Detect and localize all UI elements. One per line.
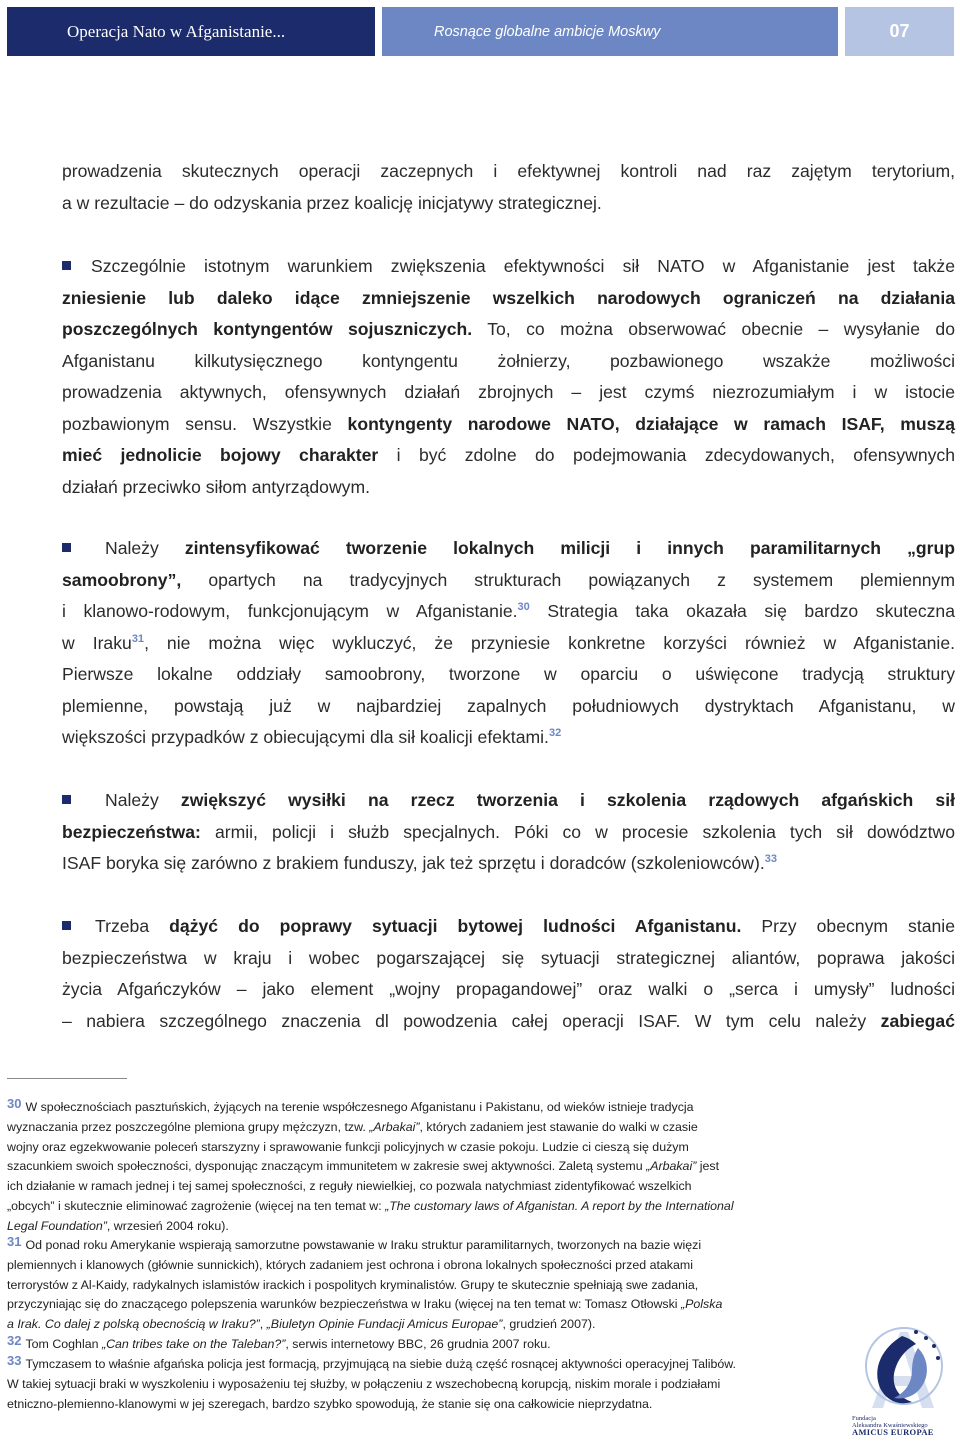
text-run: , wrzesień 2004 roku). — [106, 1218, 229, 1233]
text-run: Tom Coghlan — [25, 1337, 99, 1351]
text-line — [62, 251, 955, 283]
paragraph-nato-restrictions — [62, 251, 955, 503]
italic-run: Legal Foundation” — [7, 1218, 107, 1233]
footnote-number: 32 — [7, 1333, 22, 1348]
footnote-divider — [7, 1078, 127, 1079]
text-line — [62, 440, 955, 472]
header-section-title — [7, 7, 375, 56]
text-line — [62, 785, 955, 817]
italic-run: „Can tribes take on the Taleban?” — [101, 1337, 286, 1351]
text-line: a w rezultacie – do odzyskania przez koalicję inicjatywy strategicznej. — [62, 192, 602, 213]
text-line: działań przeciwko siłom antyrządowym. — [62, 476, 371, 497]
footnote-line: etniczno-plemienno-klanowymi w jej szeregach, bardzo szybko spowodują, że stanie się ona całkowicie nieprzydatna. — [7, 1396, 653, 1411]
header-middle-text: Rosnące globalne ambicje Moskwy — [434, 23, 661, 40]
text-run: , grudzień 2007). — [502, 1317, 596, 1332]
footnote-line — [7, 1157, 840, 1177]
footnote-ref: 33 — [764, 853, 777, 865]
italic-run: „Biuletyn Opinie Fundacji Amicus Europae” — [266, 1317, 503, 1332]
text-line — [62, 1006, 955, 1038]
logo-line: Aleksandra Kwaśniewskiego — [852, 1422, 928, 1429]
text-line — [62, 596, 955, 628]
italic-run: „The customary laws of Afganistan. A report by the International — [385, 1198, 734, 1213]
text-run: jest — [699, 1159, 720, 1174]
bold-run: zabiegać — [880, 1010, 955, 1031]
text-run: „obcych” i skutecznie eliminować zagrożenie (więcej na ten temat w: — [7, 1198, 382, 1213]
text-line — [62, 848, 955, 880]
text-line — [62, 911, 955, 943]
bold-run: mieć jednolicie bojowy charakter — [62, 445, 379, 465]
footnote-33 — [7, 1351, 840, 1414]
footnote-number: 33 — [7, 1353, 22, 1368]
footnote-ref: 32 — [548, 727, 562, 739]
italic-run: „Polska — [681, 1297, 723, 1312]
text-run: Trzeba — [95, 916, 150, 936]
text-run: Szczególnie istotnym warunkiem zwiększenia efektywności sił NATO w Afganistanie jest także — [91, 256, 955, 276]
paragraph-intro — [62, 156, 955, 219]
text-run: ISAF boryka się zarówno z brakiem funduszy, jak też sprzętu i doradców (szkoleniowców). — [62, 853, 765, 873]
footnote-line — [7, 1295, 840, 1315]
text-run: w Iraku — [62, 632, 132, 653]
footnote-line — [7, 1118, 840, 1138]
text-run: – nabiera szczególnego znaczenia dl powodzenia całej operacji ISAF. W tym celu należy — [62, 1010, 867, 1031]
footnote-number: 31 — [7, 1234, 22, 1249]
paragraph-security-forces — [62, 785, 955, 880]
footnote-line — [7, 1351, 840, 1375]
text-run: Tymczasem to właśnie afgańska policja jest formacją, przyjmującą na siebie dużą część rosnącej aktywności operacyjnej Talibów. — [25, 1357, 736, 1371]
footnote-31 — [7, 1232, 840, 1335]
bold-run: dążyć do poprawy sytuacji bytowej ludności Afganistanu. — [169, 916, 742, 936]
footnote-30 — [7, 1094, 840, 1237]
page-number-text: 07 — [889, 21, 910, 41]
text-line: plemienne, powstają już w najbardziej zapalnych południowych dystryktach Afganistanu, w — [62, 695, 955, 716]
text-run: , — [259, 1317, 264, 1332]
header-subtitle — [382, 7, 838, 56]
text-run: , których zadaniem jest stawanie do walki w czasie — [419, 1119, 698, 1134]
footnote-line: ich działanie w ramach jednej i tej samej społeczności, z reguły niewielkiej, co pozwala natychmiast zidentyfikować wszelkich — [7, 1179, 692, 1194]
bullet-icon — [62, 795, 71, 804]
bold-run: zniesienie lub daleko idące zmniejszenie wszelkich narodowych ograniczeń na działania — [62, 287, 955, 308]
text-run: W społecznościach pasztuńskich, żyjących na terenie współczesnego Afganistanu i Pakistanu, od wieków istnieje tradycja — [25, 1100, 694, 1114]
footnote-number: 30 — [7, 1096, 22, 1111]
text-line: Pierwsze lokalne oddziały samoobrony, tworzone w oparciu o uświęcone tradycją struktury — [62, 664, 955, 684]
italic-run: „Arbakai” — [646, 1159, 697, 1174]
text-run: Należy — [105, 538, 159, 558]
text-line — [62, 817, 955, 849]
text-line: Afganistanu kilkutysięcznego kontyngentu żołnierzy, pozbawionego wszakże możliwości — [62, 350, 955, 371]
paragraph-local-militias — [62, 533, 955, 754]
bold-run: samoobrony”, — [62, 569, 182, 590]
text-run: Przy obecnym stanie — [761, 916, 956, 936]
text-line: prowadzenia aktywnych, ofensywnych działań zbrojnych – jest czymś niezrozumiałym i w istocie — [62, 382, 955, 402]
text-line — [62, 409, 955, 441]
footnote-line — [7, 1232, 840, 1256]
logo-line: AMICUS EUROPAE — [852, 1427, 934, 1437]
text-line: życia Afgańczyków – jako element „wojny propagandowej” oraz walki o „serca i umysły” ludności — [62, 979, 955, 999]
header-left-text: Operacja Nato w Afganistanie... — [67, 21, 286, 41]
text-run: To, co można obserwować obecnie – wysyłanie do — [487, 319, 955, 339]
text-run: pozbawionym sensu. Wszystkie — [62, 413, 332, 434]
text-line: bezpieczeństwa w kraju i wobec pogarszającej się sytuacji strategicznej aliantów, poprawa jakości — [62, 947, 955, 968]
text-run: Należy — [105, 790, 159, 810]
text-line — [62, 533, 955, 565]
text-run: Od ponad roku Amerykanie wspierają samorzutne powstawanie w Iraku struktur paramilitarnych, tworzonych na bazie więzi — [25, 1238, 702, 1252]
footnote-line: plemiennych i klanowych (głównie sunnickich), których zadaniem jest ochrona i obrona lokalnych społeczności przed atakami — [7, 1257, 693, 1272]
text-run: szacunkiem swoich społeczności, dysponując znaczącym immunitetem w zakresie swej aktywności. Zaletą systemu — [7, 1159, 643, 1174]
paragraph-living-conditions — [62, 911, 955, 1037]
footnote-line — [7, 1094, 840, 1118]
text-line — [62, 722, 955, 754]
text-run: Strategia taka okazała się bardzo skuteczna — [547, 601, 955, 621]
bold-run: bezpieczeństwa: — [62, 821, 201, 842]
bold-run: kontyngenty narodowe NATO, działające w ramach ISAF, muszą — [347, 413, 956, 434]
italic-run: a Irak. Co dalej z polską obecnością w Iraku?” — [7, 1317, 260, 1332]
page-number — [845, 7, 954, 56]
text-run: wyznaczania przez poszczególne plemiona grupy mężczyzn, tzw. — [7, 1119, 366, 1134]
footnote-ref: 31 — [131, 632, 145, 645]
bullet-icon — [62, 261, 71, 270]
logo-line: Fundacja — [852, 1415, 876, 1422]
text-line: prowadzenia skutecznych operacji zaczepnych i efektywnej kontroli nad raz zajętym terytorium, — [62, 161, 955, 181]
footnote-line: W takiej sytuacji braki w wyszkoleniu i wyposażeniu tej służby, w połączeniu z wszechobecną korupcją, niskim morale i podziałami — [7, 1376, 721, 1391]
text-run: i być zdolne do podejmowania zdecydowanych, ofensywnych — [396, 445, 955, 465]
footnote-line — [7, 1197, 840, 1217]
bullet-icon — [62, 543, 71, 552]
text-run: , serwis internetowy BBC, 26 grudnia 2007 roku. — [285, 1337, 551, 1351]
text-run: przyczyniając się do znaczącego polepszenia warunków bezpieczeństwa w Iraku (więcej na ten temat w: Tomasz Otłowski — [7, 1297, 678, 1312]
footnote-line: terrorystów z Al-Kaidy, radykalnych islamistów irackich i pospolitych kryminalistów. Grupy te skutecznie spełniają swe zadania, — [7, 1277, 699, 1292]
bullet-icon — [62, 921, 71, 930]
text-run: większości przypadków z obiecującymi dla sił koalicji efektami. — [62, 727, 549, 747]
text-run: i klanowo-rodowym, funkcjonującym w Afganistanie. — [62, 601, 518, 621]
text-line — [62, 314, 955, 346]
bold-run: zintensyfikować tworzenie lokalnych milicji i innych paramilitarnych „grup — [184, 538, 955, 558]
text-run: opartych na tradycyjnych strukturach powiązanych z systemem plemiennym — [208, 569, 955, 590]
text-run: , nie można więc wykluczyć, że przyniesie konkretne korzyści również w Afganistanie. — [144, 632, 955, 653]
footnote-ref: 30 — [517, 601, 530, 613]
text-line — [62, 283, 955, 315]
italic-run: „Arbakai” — [369, 1119, 420, 1134]
bold-run: poszczególnych kontyngentów sojuszniczych. — [62, 319, 473, 339]
logo-caption — [852, 1415, 956, 1436]
footnote-line: wojny oraz egzekwowanie poleceń starszyzny i sprawowanie funkcji policyjnych w czasie pokoju. Ludzie ci cieszą się dużym — [7, 1139, 689, 1154]
text-line — [62, 628, 955, 660]
text-line — [62, 565, 955, 597]
bold-run: zwiększyć wysiłki na rzecz tworzenia i szkolenia rządowych afgańskich sił — [180, 790, 955, 810]
text-run: armii, policji i służb specjalnych. Póki co w procesie szkolenia tych sił dowództwo — [214, 821, 955, 842]
